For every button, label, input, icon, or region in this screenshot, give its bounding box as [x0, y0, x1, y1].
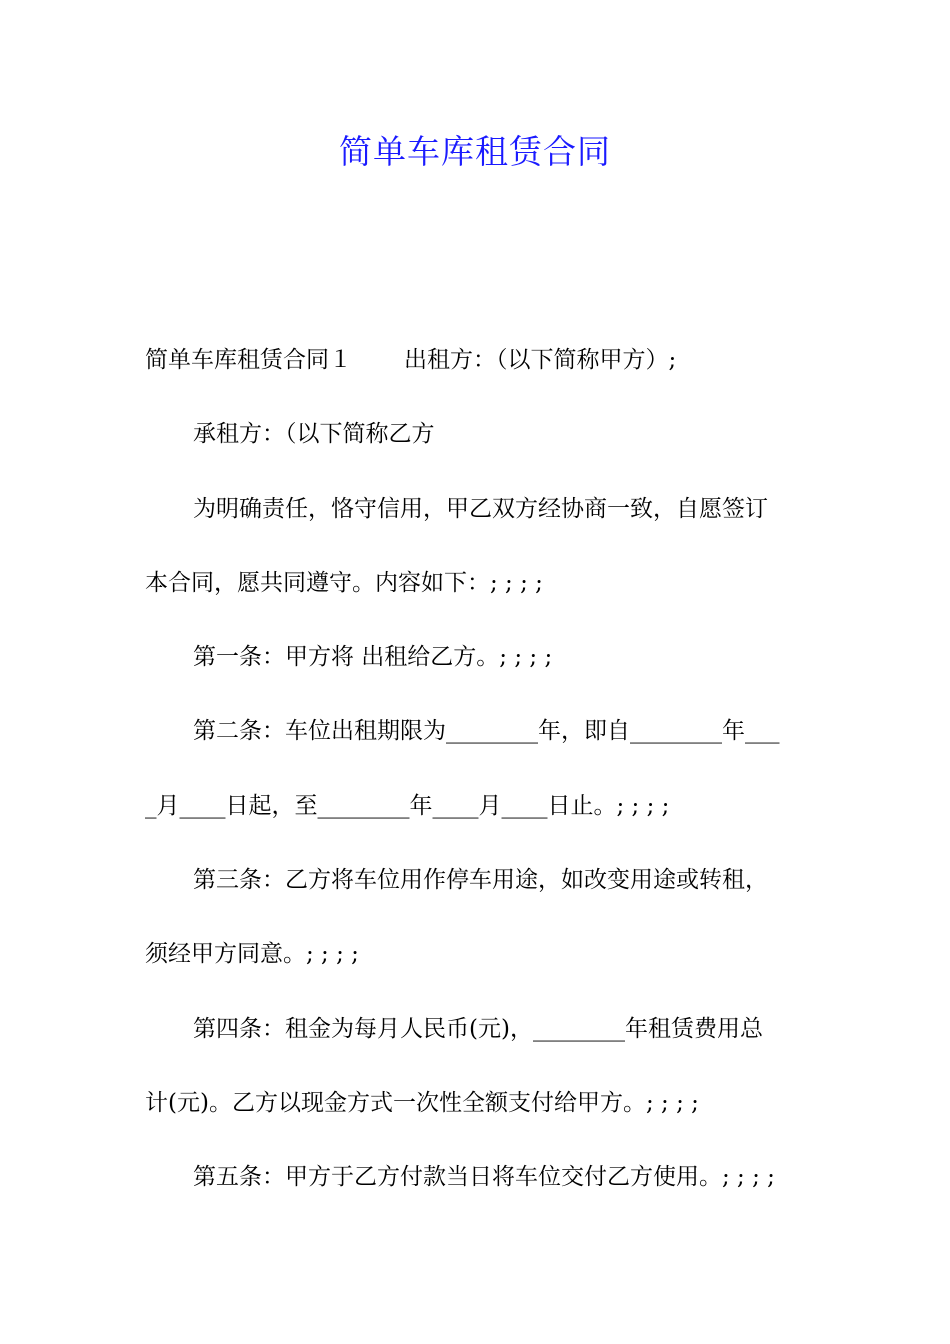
clause-3-line-1: 第三条：乙方将车位用作停车用途，如改变用途或转租， — [193, 867, 768, 894]
clause-2-line-2: _月____日起，至________年____月____日止。; ; ; ; — [145, 792, 670, 819]
paragraph-line-1 — [145, 334, 807, 408]
clause-1-line: 第一条：甲方将 出租给乙方。; ; ; ; — [193, 644, 553, 671]
paragraph-line-3: 为明确责任，恪守信用，甲乙双方经协商一致，自愿签订 — [193, 495, 768, 522]
document-body — [145, 334, 807, 1226]
clause-2-line-1: 第二条：车位出租期限为________年，即自________年___ — [193, 718, 780, 745]
clause-4-line-2: 计(元)。乙方以现金方式一次性全额支付给甲方。; ; ; ; — [145, 1089, 699, 1116]
paragraph-line-2: 承租方：（以下简称乙方 — [193, 421, 435, 448]
paragraph-line-4: 本合同，愿共同遵守。内容如下：; ; ; ; — [145, 569, 543, 596]
clause-3-line-2: 须经甲方同意。; ; ; ; — [145, 941, 359, 968]
document-title: 简单车库租赁合同 — [339, 132, 611, 171]
lessor-label: 出租方：（以下简称甲方）; — [404, 347, 677, 373]
contract-heading-number: 简单车库租赁合同１ — [145, 347, 352, 373]
clause-5-line: 第五条：甲方于乙方付款当日将车位交付乙方使用。; ; ; ; — [193, 1164, 775, 1191]
clause-4-line-1: 第四条：租金为每月人民币(元)，________年租赁费用总 — [193, 1015, 763, 1042]
